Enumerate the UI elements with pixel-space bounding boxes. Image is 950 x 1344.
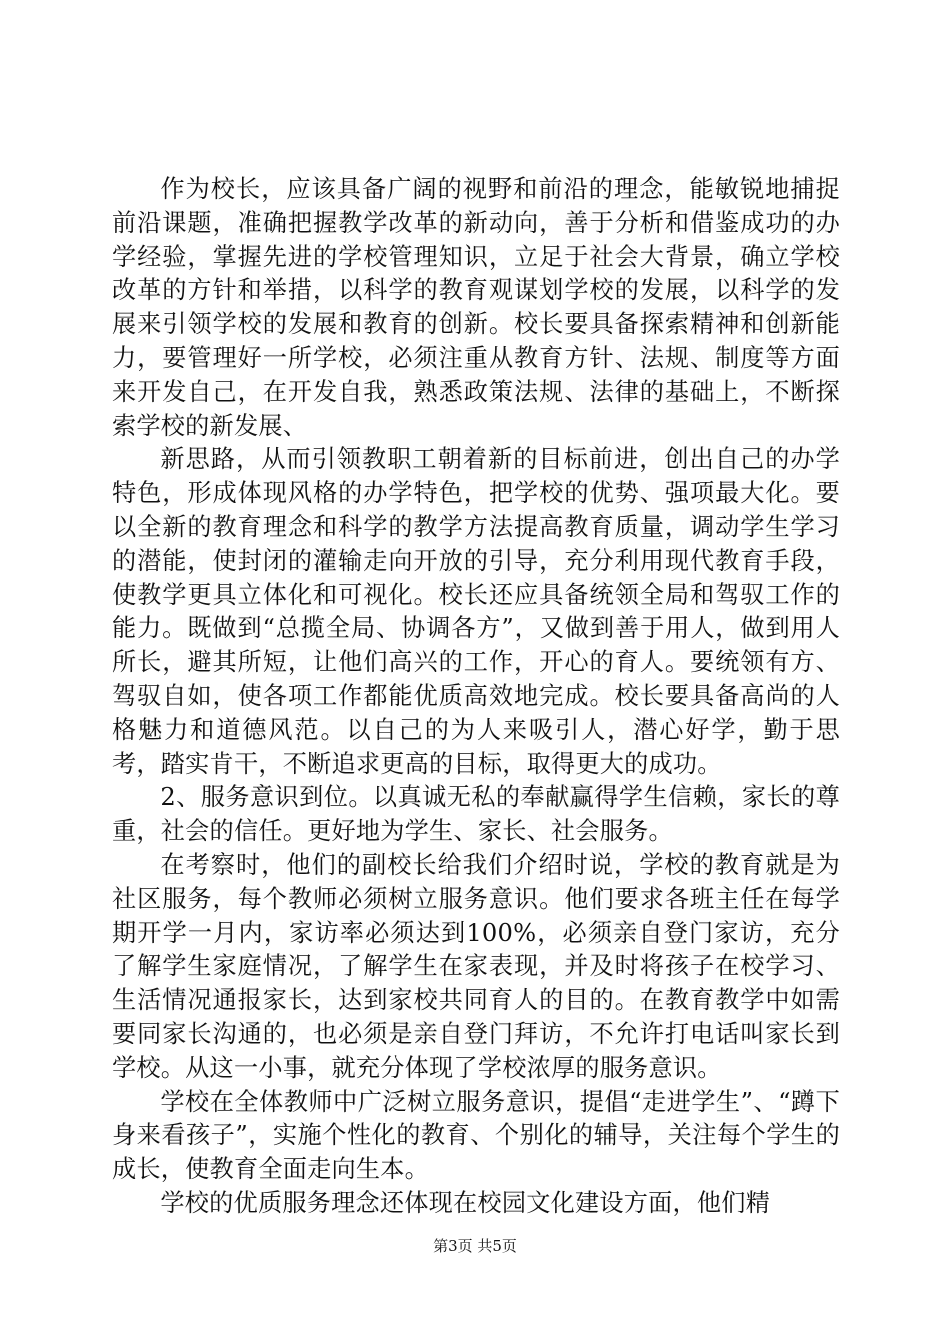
paragraph-service-awareness-heading: 2、服务意识到位。以真诚无私的奉献赢得学生信赖，家长的尊重，社会的信任。更好地为学生、家长、社会服务。 bbox=[112, 783, 840, 846]
paragraph-home-visits: 在考察时，他们的副校长给我们介绍时说，学校的教育就是为社区服务，每个教师必须树立服务意识。他们要求各班主任在每学期开学一月内，家访率必须达到100%，必须亲自登门家访，充分了解学生家庭情况，了解学生在家表现，并及时将孩子在校学习、生活情况通报家长，达到家校共同育人的目的。在教育教学中如需要同家长沟通的，也必须是亲自登门拜访，不允许打电话叫家长到学校。从这一小事，就充分体现了学校浓厚的服务意识。 bbox=[112, 850, 840, 1082]
paragraph-campus-culture: 学校的优质服务理念还体现在校园文化建设方面，他们精 bbox=[160, 1188, 771, 1217]
page-number-footer: 第3页 共5页 bbox=[433, 1237, 517, 1255]
paragraph-teacher-service: 学校在全体教师中广泛树立服务意识，提倡“走进学生”、“蹲下身来看孩子”，实施个性化的教育、个别化的辅导，关注每个学生的成长，使教育全面走向生本。 bbox=[112, 1087, 840, 1184]
paragraph-new-thinking: 新思路，从而引领教职工朝着新的目标前进，创出自己的办学特色，形成体现风格的办学特色，把学校的优势、强项最大化。要以全新的教育理念和科学的教学方法提高教育质量，调动学生学习的潜能，使封闭的灌输走向开放的引导，充分利用现代教育手段，使教学更具立体化和可视化。校长还应具备统领全局和驾驭工作的能力。既做到“总揽全局、协调各方”，又做到善于用人，做到用人所长，避其所短，让他们高兴的工作，开心的育人。要统领有方、驾驭自如，使各项工作都能优质高效地完成。校长要具备高尚的人格魅力和道德风范。以自己的为人来吸引人，潜心好学，勤于思考，踏实肯干，不断追求更高的目标，取得更大的成功。 bbox=[112, 445, 840, 778]
document-body bbox=[112, 173, 840, 1221]
paragraph-principal-vision: 作为校长，应该具备广阔的视野和前沿的理念，能敏锐地捕捉前沿课题，准确把握教学改革的新动向，善于分析和借鉴成功的办学经验，掌握先进的学校管理知识，立足于社会大背景，确立学校改革的方针和举措，以科学的教育观谋划学校的发展，以科学的发展来引领学校的发展和教育的创新。校长要具备探索精神和创新能力，要管理好一所学校，必须注重从教育方针、法规、制度等方面来开发自己，在开发自我，熟悉政策法规、法律的基础上，不断探索学校的新发展、 bbox=[112, 175, 840, 440]
